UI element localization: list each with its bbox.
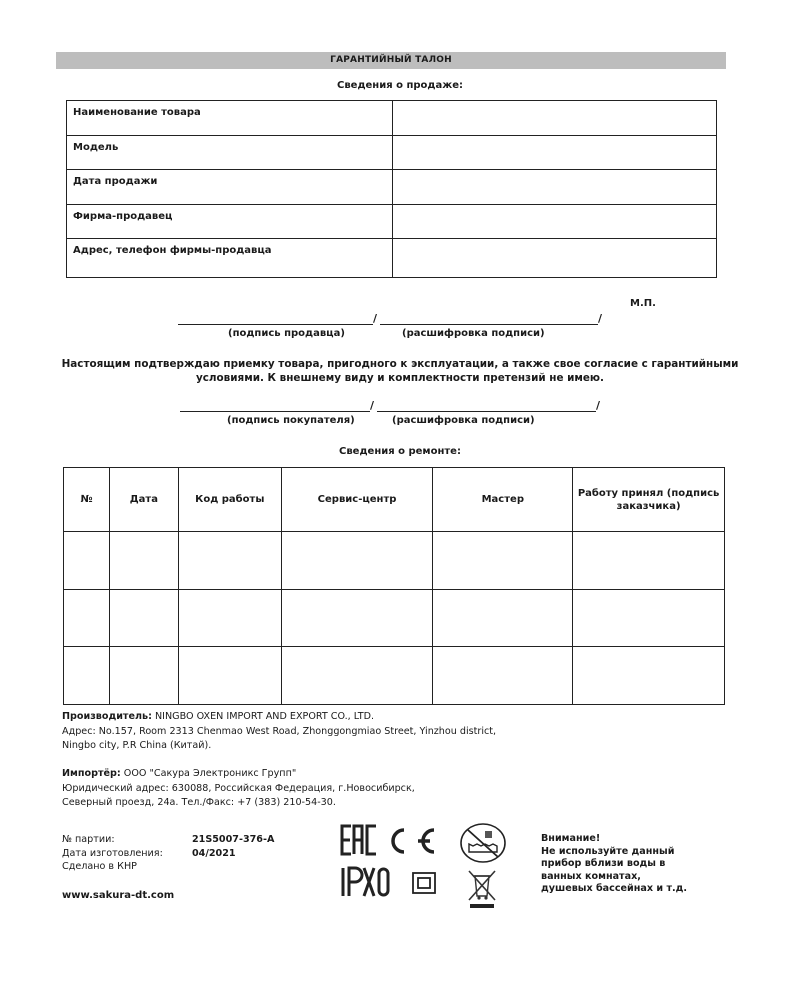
row-label-seller-address: Адрес, телефон фирмы-продавца [67,239,393,278]
repair-info-table [63,467,725,705]
table-header-row [64,468,725,532]
sale-info-table [66,100,717,278]
signature-separator: / [598,312,603,325]
repair-cell[interactable] [178,589,281,647]
repair-cell[interactable] [573,532,725,590]
repair-cell[interactable] [109,647,178,705]
model-field[interactable] [392,135,716,170]
repair-cell[interactable] [64,647,110,705]
warning-line: ванных комнатах, [541,870,641,882]
seller-signature-line[interactable] [178,314,373,325]
manufacture-date-label: Дата изготовления: [62,847,163,859]
column-header-number: № [64,468,110,532]
column-header-master: Мастер [433,468,573,532]
table-row [67,239,717,278]
table-row [67,101,717,136]
repair-cell[interactable] [64,532,110,590]
repair-cell[interactable] [281,532,433,590]
repair-cell[interactable] [433,589,573,647]
repair-cell[interactable] [281,589,433,647]
warning-line: душевых бассейнах и т.д. [541,883,688,894]
warning-block [541,833,687,896]
row-label-seller: Фирма-продавец [67,204,393,239]
repair-cell[interactable] [281,647,433,705]
product-name-field[interactable] [392,101,716,136]
importer-address: Юридический адрес: 630088, Российская Федерация, г.Новосибирск, [62,782,415,794]
importer-label: Импортёр: [62,768,121,779]
batch-info-block [62,833,274,874]
repair-cell[interactable] [109,589,178,647]
table-row [67,170,717,205]
manufacturer-block [62,710,702,754]
repair-cell[interactable] [109,532,178,590]
manufacturer-name: NINGBO OXEN IMPORT AND EXPORT CO., LTD. [154,711,375,722]
table-row [64,647,725,705]
seller-decoding-caption: (расшифровка подписи) [402,328,545,339]
buyer-decoding-caption: (расшифровка подписи) [392,415,535,426]
stamp-label: М.П. [630,298,656,309]
ipx0-mark-icon [340,866,390,898]
repair-cell[interactable] [178,647,281,705]
repair-cell[interactable] [573,647,725,705]
repair-cell[interactable] [64,589,110,647]
column-header-service-center: Сервис-центр [281,468,433,532]
eac-mark-icon [340,824,380,856]
signature-separator: / [596,399,601,412]
weee-crossed-bin-icon [466,868,498,910]
repair-section-title: Сведения о ремонте: [339,446,461,457]
row-label-product-name: Наименование товара [67,101,393,136]
repair-cell[interactable] [178,532,281,590]
manufacturer-address: Адрес: No.157, Room 2313 Chenmao West Road, Zhonggongmiao Street, Yinzhou district, [62,725,497,737]
signature-separator: / [370,399,375,412]
manufacture-date-value: 04/2021 [192,847,236,859]
row-label-sale-date: Дата продажи [67,170,393,205]
warning-line: прибор вблизи воды в [541,858,666,869]
batch-value: 21S5007-376-A [192,834,275,845]
repair-cell[interactable] [433,647,573,705]
column-header-date: Дата [109,468,178,532]
signature-separator: / [373,312,378,325]
table-row [67,204,717,239]
column-header-work-code: Код работы [178,468,281,532]
buyer-signature-line[interactable] [180,401,370,412]
warning-title: Внимание! [541,833,601,844]
table-row [64,589,725,647]
sale-date-field[interactable] [392,170,716,205]
website-link[interactable]: www.sakura-dt.com [62,890,175,901]
importer-name: ООО "Сакура Электроникс Групп" [123,768,297,779]
manufacturer-label: Производитель: [62,711,152,722]
repair-cell[interactable] [573,589,725,647]
repair-cell[interactable] [433,532,573,590]
importer-block [62,767,702,811]
importer-address-line2: Северный проезд, 24а. Тел./Факс: +7 (383) 210-54-30. [62,797,336,808]
seller-signature-caption: (подпись продавца) [228,328,345,339]
batch-label: № партии: [62,834,115,845]
seller-signature-decoding-line[interactable] [380,314,598,325]
double-insulation-icon [412,872,436,894]
seller-field[interactable] [392,204,716,239]
sale-section-title: Сведения о продаже: [337,80,463,91]
ce-mark-icon [384,826,444,856]
table-row [67,135,717,170]
no-bath-use-icon [459,822,507,864]
row-label-model: Модель [67,135,393,170]
manufacturer-address-line2: Ningbo city, P.R China (Китай). [62,740,212,751]
acceptance-confirmation-text: Настоящим подтверждаю приемку товара, пригодного к эксплуатации, а также свое согласие с гарантийными условиями. К внешнему виду и комплектности претензий не имею. [61,358,739,384]
country-of-origin: Сделано в КНР [62,861,137,872]
column-header-accepted-by: Работу принял (подпись заказчика) [573,468,725,532]
buyer-signature-caption: (подпись покупателя) [227,415,355,426]
warranty-card-title: ГАРАНТИЙНЫЙ ТАЛОН [56,52,726,69]
table-row [64,532,725,590]
buyer-signature-decoding-line[interactable] [377,401,596,412]
warning-line: Не используйте данный [541,845,675,857]
seller-address-field[interactable] [392,239,716,278]
